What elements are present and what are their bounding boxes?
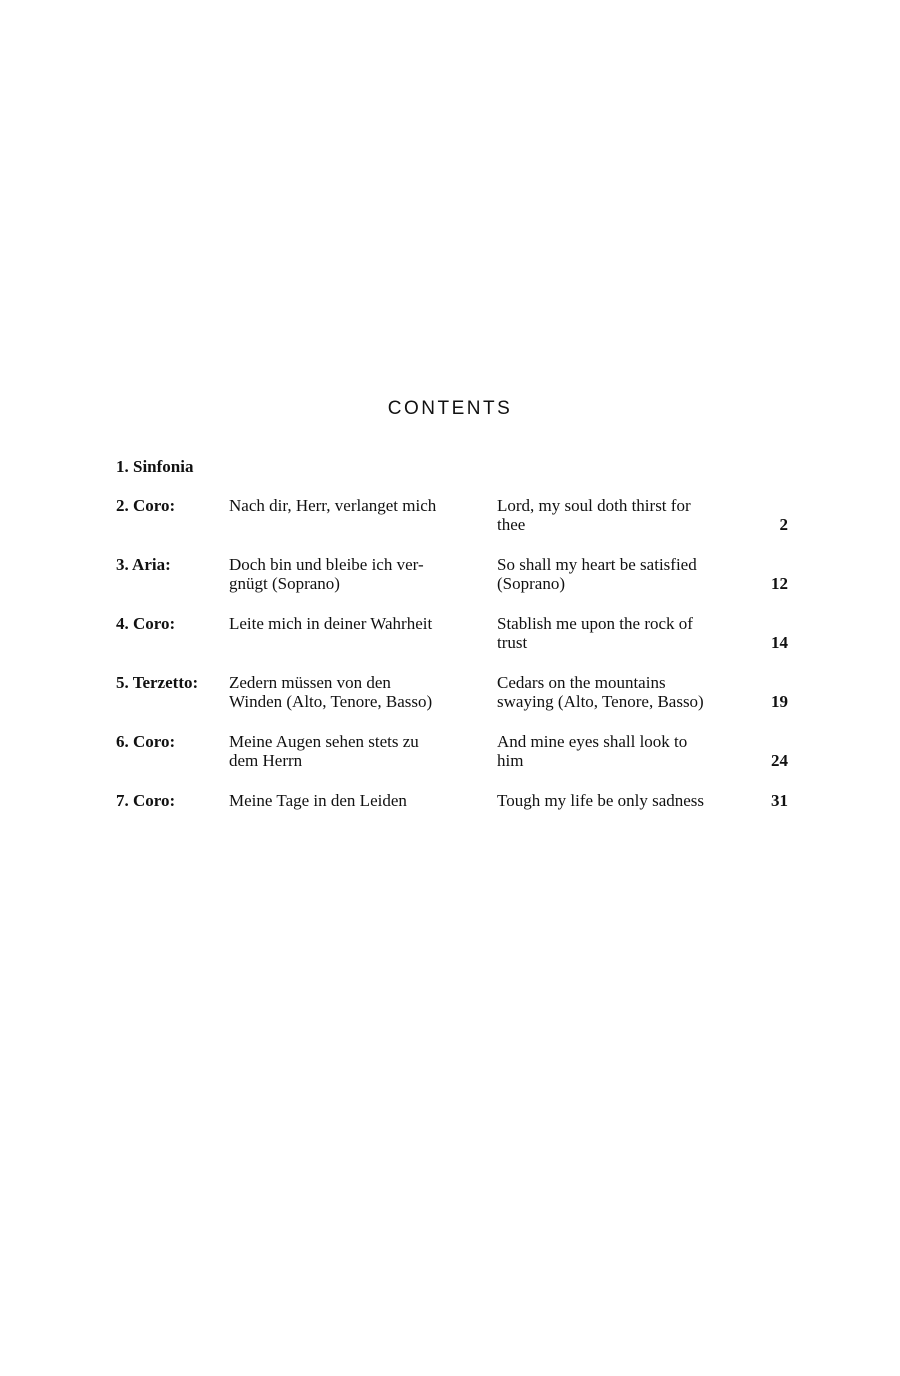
english-title-line: (Soprano) [497, 574, 565, 593]
page-number: 14 [771, 633, 788, 652]
page-number: 19 [771, 692, 788, 711]
contents-entry-6 [0, 732, 900, 776]
german-title-line: Leite mich in deiner Wahrheit [229, 614, 433, 633]
page-number: 24 [771, 751, 788, 770]
page-number: 31 [771, 791, 788, 810]
english-title [497, 673, 737, 711]
german-title [229, 614, 469, 633]
english-title [497, 496, 737, 534]
english-title-line: him [497, 751, 524, 770]
english-title-line: Tough my life be only sadness [497, 791, 705, 810]
german-title [229, 496, 469, 515]
german-title-line: Nach dir, Herr, verlanget mich [229, 496, 437, 515]
german-title [229, 791, 469, 810]
entry-label: 6. Coro: [116, 732, 176, 751]
english-title [497, 732, 737, 770]
english-title-line: Cedars on the mountains [497, 673, 666, 692]
entry-label: 1. Sinfonia [116, 457, 194, 476]
english-title-line: trust [497, 633, 528, 652]
entry-label: 5. Terzetto: [116, 673, 199, 692]
english-title-line: Stablish me upon the rock of [497, 614, 693, 633]
english-title-line: thee [497, 515, 526, 534]
english-title [497, 614, 737, 652]
page-number: 2 [779, 515, 788, 534]
english-title-line: Lord, my soul doth thirst for [497, 496, 691, 515]
contents-entry-1 [0, 457, 900, 501]
entry-label: 3. Aria: [116, 555, 171, 574]
english-title-line: And mine eyes shall look to [497, 732, 688, 751]
german-title [229, 732, 469, 770]
german-title [229, 673, 469, 711]
entry-label: 7. Coro: [116, 791, 176, 810]
english-title-line: swaying (Alto, Tenore, Basso) [497, 692, 704, 711]
german-title-line: Winden (Alto, Tenore, Basso) [229, 692, 433, 711]
german-title [229, 555, 469, 593]
german-title-line: gnügt (Soprano) [229, 574, 340, 593]
german-title-line: Meine Tage in den Leiden [229, 791, 407, 810]
contents-entry-4 [0, 614, 900, 658]
english-title-line: So shall my heart be satisfied [497, 555, 697, 574]
german-title-line: Zedern müssen von den [229, 673, 391, 692]
english-title [497, 555, 737, 593]
german-title-line: dem Herrn [229, 751, 303, 770]
page-title: CONTENTS [387, 398, 513, 419]
page-number: 12 [771, 574, 788, 593]
contents-entry-7 [0, 791, 900, 835]
entry-label: 4. Coro: [116, 614, 176, 633]
german-title-line: Meine Augen sehen stets zu [229, 732, 419, 751]
entry-label: 2. Coro: [116, 496, 176, 515]
contents-entry-5 [0, 673, 900, 717]
contents-entry-2 [0, 496, 900, 540]
contents-entry-3 [0, 555, 900, 599]
english-title [497, 791, 737, 810]
german-title-line: Doch bin und bleibe ich ver- [229, 555, 424, 574]
